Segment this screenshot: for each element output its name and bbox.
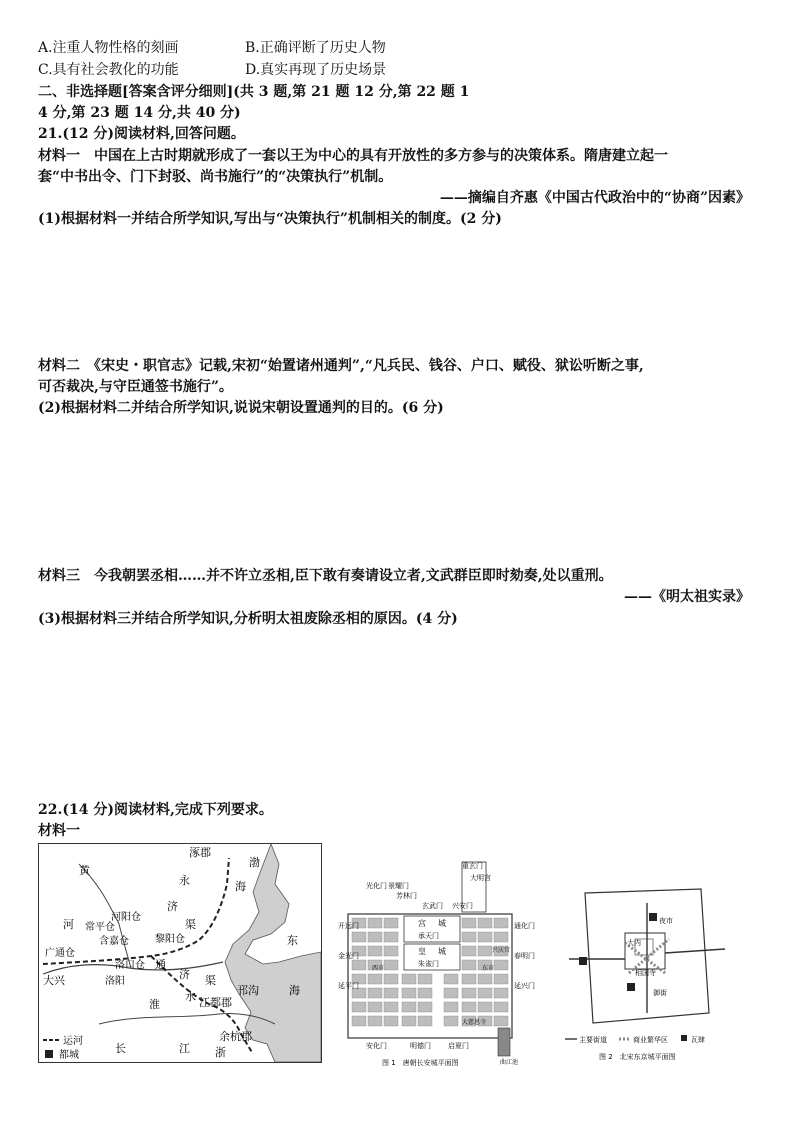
q21-question3: (3)根据材料三并结合所学知识,分析明太祖废除丞相的原因。(4 分) <box>38 611 458 627</box>
map1-label: 水 <box>185 990 196 1003</box>
gate-label: 芳林门 <box>396 892 417 900</box>
gate-label: 大明宫 <box>470 874 491 882</box>
q22-material1: 材料一 <box>38 823 80 839</box>
gate-label: 光化门 <box>366 882 387 890</box>
q21-title: 21.(12 分)阅读材料,回答问题。 <box>38 126 245 142</box>
map1-label: 长 <box>115 1042 126 1055</box>
q21-material1-line2: 套“中书出令、门下封驳、尚书施行”的“决策执行”机制。 <box>38 169 393 185</box>
gate-label: 延平门 <box>338 982 359 990</box>
map1-label: 常平仓 <box>85 922 115 933</box>
gate-label: 兴安门 <box>452 902 473 910</box>
wasi-mark <box>579 957 587 965</box>
district-label: 曲江池 <box>500 1059 519 1066</box>
wasi-mark <box>649 913 657 921</box>
option-a: A.注重人物性格的刻画 <box>38 40 179 56</box>
map1-label: 黎阳仓 <box>155 934 185 945</box>
option-c: C.具有社会教化的功能 <box>38 62 179 78</box>
map1-label: 余杭郡 <box>219 1030 252 1043</box>
dongjing-map-svg <box>565 883 740 1063</box>
map1-label: 渤 <box>249 856 260 869</box>
map1-label: 浙 <box>215 1046 226 1059</box>
map1-label: 通 <box>155 958 166 971</box>
gate-label: 延兴门 <box>514 982 535 990</box>
gate-label: 开远门 <box>338 922 359 930</box>
changan-map-svg <box>338 858 538 1068</box>
map1-label: 济 <box>167 900 178 913</box>
map1-label: 涿郡 <box>189 846 211 859</box>
palace-label: 皇 <box>418 947 426 956</box>
district-label: 兴庆宫 <box>492 947 511 954</box>
map1-label: 永 <box>179 874 190 887</box>
map1-label: 渠 <box>185 918 196 931</box>
map3-label: 御街 <box>653 989 667 997</box>
dongjing-map <box>565 883 740 1063</box>
gate-label: 玄武门 <box>422 902 443 910</box>
map1-label: 广通仓 <box>45 948 75 959</box>
gate-label: 重玄门 <box>462 862 483 870</box>
q21-material1-source: ——摘编自齐惠《中国古代政治中的“协商”因素》 <box>439 190 750 206</box>
q21-question2: (2)根据材料二并结合所学知识,说说宋朝设置通判的目的。(6 分) <box>38 400 444 416</box>
q21-material3-source: ——《明太祖实录》 <box>624 589 750 605</box>
map3-label: 夜市 <box>659 917 673 925</box>
option-b: B.正确评断了历史人物 <box>245 40 386 56</box>
map1-label: 河 <box>63 918 74 931</box>
sui-canal-map <box>38 843 322 1063</box>
map1-label: 济 <box>179 968 190 981</box>
gate-label: 明德门 <box>410 1042 431 1050</box>
map1-label: 江都郡 <box>199 996 232 1009</box>
gate-label: 启夏门 <box>448 1042 469 1050</box>
gate-label: 通化门 <box>514 922 535 930</box>
map1-label: 东 <box>287 934 298 947</box>
map1-label: 黄 <box>79 864 90 877</box>
map2-caption: 图 1 唐朝长安城平面图 <box>382 1059 459 1067</box>
district-label: 东市 <box>482 965 495 972</box>
map1-label: 江 <box>179 1042 190 1055</box>
changan-map <box>338 858 538 1068</box>
qujiang-pond <box>498 1028 510 1056</box>
sui-canal-map-svg <box>39 844 321 1062</box>
gate-label: 安化门 <box>366 1042 387 1050</box>
palace-label: 城 <box>438 947 446 956</box>
map3-legend: 主要街道 <box>579 1036 607 1044</box>
map3-legend: 商业繁华区 <box>633 1036 668 1044</box>
section-heading: 二、非选择题[答案含评分细则](共 3 题,第 21 题 12 分,第 22 题 1 <box>38 84 470 100</box>
q21-question1: (1)根据材料一并结合所学知识,写出与“决策执行”机制相关的制度。(2 分) <box>38 211 502 227</box>
map1-label: 海 <box>289 984 300 997</box>
q21-material2-line2: 可否裁决,与守臣通签书施行”。 <box>38 379 233 395</box>
gate-label: 金光门 <box>338 952 359 960</box>
q22-title: 22.(14 分)阅读材料,完成下列要求。 <box>38 802 273 818</box>
map3-label: 相国寺 <box>635 969 656 977</box>
section-heading-cont: 4 分,第 23 题 14 分,共 40 分) <box>38 105 241 121</box>
map3-legend: 瓦肆 <box>691 1036 705 1044</box>
q21-material1-line1: 材料一 中国在上古时期就形成了一套以王为中心的具有开放性的多方参与的决策体系。隋唐建立起一 <box>38 148 668 164</box>
map1-legend-canal: 运河 <box>63 1036 83 1047</box>
district-label: 西市 <box>372 965 385 972</box>
gate-label: 春明门 <box>514 952 535 960</box>
map1-label: 海 <box>235 880 246 893</box>
map3-caption: 图 2 北宋东京城平面图 <box>599 1053 676 1061</box>
district-label: 大慈恩寺 <box>462 1019 487 1026</box>
palace-label: 宫 <box>418 919 426 928</box>
wasi-mark <box>627 983 635 991</box>
q21-material3-line1: 材料三 今我朝罢丞相……并不许立丞相,臣下敢有奏请设立者,文武群臣即时劾奏,处以重刑。 <box>38 568 613 584</box>
map1-label: 含嘉仓 <box>99 936 129 947</box>
wasi-legend <box>681 1035 687 1041</box>
map1-label: 淮 <box>149 998 160 1011</box>
palace-label: 朱雀门 <box>418 960 439 968</box>
map1-legend-city: 都城 <box>59 1050 79 1061</box>
map1-label: 渠 <box>205 974 216 987</box>
map1-label: 邗沟 <box>237 984 259 997</box>
map1-label: 洛口仓 <box>115 960 145 971</box>
map1-label: 河阳仓 <box>111 912 141 923</box>
palace-label: 城 <box>438 919 446 928</box>
map3-label: 大内 <box>627 939 641 947</box>
map1-label: 洛阳 <box>105 976 125 987</box>
gate-label: 景耀门 <box>388 882 409 890</box>
option-d: D.真实再现了历史场景 <box>245 62 387 78</box>
map1-label: 大兴 <box>43 974 65 987</box>
q21-material2-line1: 材料二 《宋史・职官志》记载,宋初“始置诸州通判”,“凡兵民、钱谷、户口、赋役、狱讼听断之事, <box>38 358 644 374</box>
palace-label: 承天门 <box>418 932 439 940</box>
capital-legend-mark <box>45 1050 53 1058</box>
